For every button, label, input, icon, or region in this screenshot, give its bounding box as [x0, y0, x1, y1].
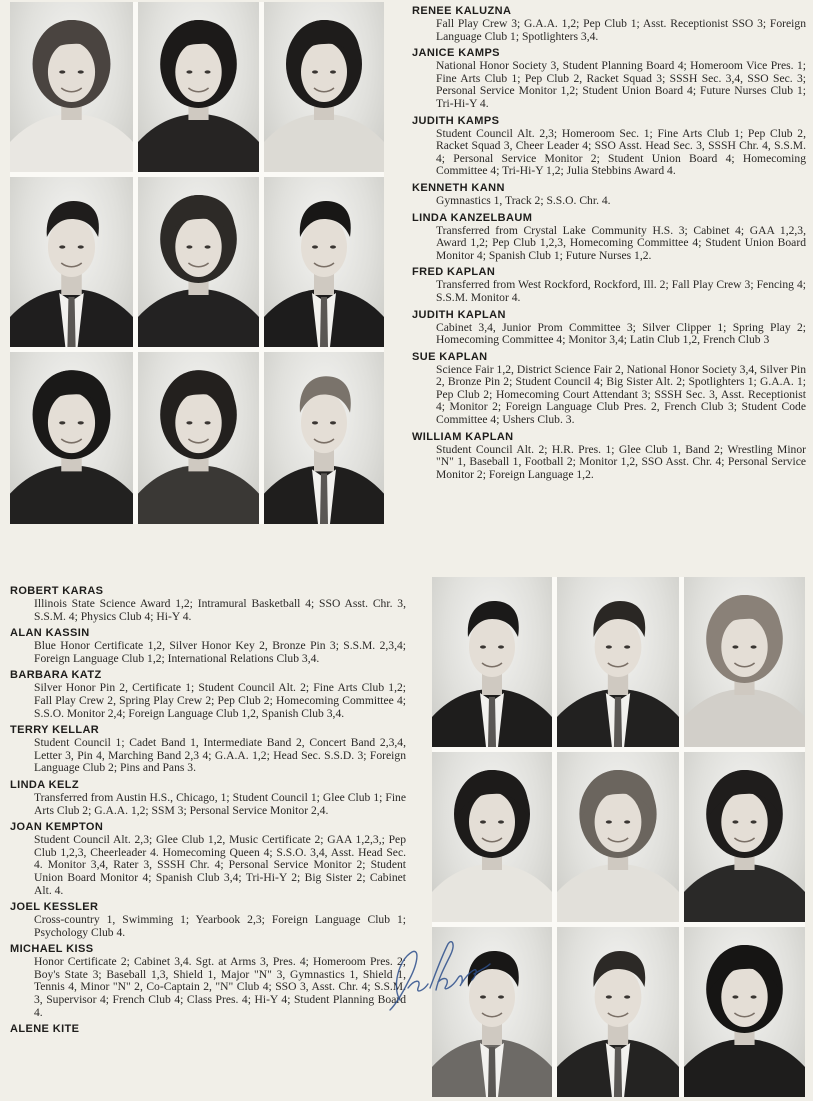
- student-entry: [10, 584, 406, 623]
- student-name: SUE KAPLAN: [412, 350, 488, 363]
- student-activities: Transferred from Crystal Lake Community H.S. 3; Cabinet 4; GAA 1,2,3, Award 1,2; Pep Club 1,2,3, Homecoming Committee 4; Student Union Board Monitor 4; Spanish Club 1; Future Nurses 1,2.: [436, 223, 806, 262]
- student-portrait: [138, 352, 259, 524]
- student-activities: Transferred from West Rockford, Rockford, Ill. 2; Fall Play Crew 3; Fencing 4; S.S.M. Monitor 4.: [436, 278, 806, 304]
- student-activities: Fall Play Crew 3; G.A.A. 1,2; Pep Club 1; Asst. Receptionist SSO 3; Foreign Language Club 1; Spotlighters 3,4.: [436, 17, 806, 43]
- student-name: WILLIAM KAPLAN: [412, 430, 514, 443]
- student-name: TERRY KELLAR: [10, 724, 100, 737]
- student-name: ALENE KITE: [10, 1023, 80, 1036]
- student-entry: [10, 626, 406, 665]
- student-portrait: [557, 577, 679, 747]
- student-activities: Science Fair 1,2, District Science Fair 2, National Honor Society 3,4, Silver Pin 2, Bronze Pin 2; Student Council 4; Big Sister Alt. 2; Spotlighters 1; G.A.A. 1; Pep Club 2; Homecoming Court Attendant 3; SSSH Sec. 3, Asst. Receptionist 4; Monitor 2; Foreign Language Club Pres. 2, French Club 3; Student Code Committee 4; Ushers Club. 3.: [436, 362, 806, 427]
- student-activities: Illinois State Science Award 1,2; Intramural Basketball 4; SSO Asst. Chr. 3, S.S.M. 4; Physics Club 4; Hi-Y 4.: [34, 597, 406, 623]
- student-name: FRED KAPLAN: [412, 266, 496, 279]
- student-portrait: [10, 2, 133, 172]
- student-activities: Cross-country 1, Swimming 1; Yearbook 2,3; Foreign Language Club 1; Psychology Club 4.: [34, 913, 406, 939]
- student-name: KENNETH KANN: [412, 181, 505, 194]
- student-portrait: [684, 927, 805, 1097]
- student-entry: [412, 211, 806, 263]
- student-name: LINDA KANZELBAUM: [412, 211, 533, 224]
- student-name: MICHAEL KISS: [10, 943, 94, 956]
- student-name: JANICE KAMPS: [412, 47, 500, 60]
- student-portrait: [264, 177, 384, 347]
- student-activities: Blue Honor Certificate 1,2, Silver Honor Key 2, Bronze Pin 3; S.S.M. 2,3,4; Foreign Language Club 1,2; International Relations Club 3,4.: [34, 639, 406, 665]
- student-activities: National Honor Society 3, Student Planning Board 4; Homeroom Vice Pres. 1; Fine Arts Club 1; Pep Club 2, Racket Squad 3; SSSH Sec. 3,4, SSO Sec. 3; Personal Service Monitor 1,2; Student Union Board 4; Future Nurses Club 1; Tri-Hi-Y 4.: [436, 59, 806, 110]
- student-entry: [10, 668, 406, 720]
- student-entry: [412, 430, 806, 482]
- student-name: RENEE KALUZNA: [412, 5, 512, 17]
- student-entry: [10, 1022, 406, 1036]
- student-name: JUDITH KAMPS: [412, 114, 500, 127]
- student-name: LINDA KELZ: [10, 778, 79, 791]
- student-activities: Student Council 1; Cadet Band 1, Intermediate Band 2, Concert Band 2,3,4, Letter 3, Pin 4, Marching Band 2,3 4; G.A.A. 1,2; Head Sec. S.S.D. 3; Foreign Language Club 2; Pins and Pans 3.: [34, 736, 406, 775]
- student-entry: [10, 900, 406, 939]
- student-portrait: [138, 2, 259, 172]
- student-list-bottom-left: [10, 584, 406, 1039]
- student-name: JOAN KEMPTON: [10, 821, 104, 834]
- student-entry: [412, 46, 806, 110]
- student-entry: [412, 4, 806, 43]
- student-entry: [412, 181, 806, 208]
- student-entry: [412, 265, 806, 304]
- student-name: JOEL KESSLER: [10, 901, 99, 914]
- portrait-grid-bottom: [432, 577, 805, 1097]
- student-name: ROBERT KARAS: [10, 585, 104, 597]
- student-activities: Student Council Alt. 2,3; Homeroom Sec. 1; Fine Arts Club 1; Pep Club 2, Racket Squad 3, Cheer Leader 4; SSO Asst. Head Sec. 3, SSSH Chr. 4, S.S.M. 4; Personal Service Monitor 2; Student Union Board 4; Homecoming Committee 4; Tri-Hi-Y 1,2; Julia Stebbins Award 4.: [436, 126, 806, 178]
- student-activities: Student Council Alt. 2,3; Glee Club 1,2, Music Certificate 2; GAA 1,2,3,; Pep Club 1,2,3, Cheerleader 4. Homecoming Queen 4; S.S.O. 3,4, Asst. Head Sec. 4. Monitor 3,4, Rater 3, SSSH Chr. 4; Personal Service Monitor 2; Student Union Board Monitor 4; Spanish Club 3,4; Tri-Hi-Y 2; Big Sister 2; Cabinet Alt. 4.: [34, 833, 406, 897]
- student-portrait: [10, 177, 133, 347]
- student-portrait: [432, 752, 552, 922]
- student-entry: [10, 820, 406, 897]
- student-portrait: [557, 927, 679, 1097]
- student-portrait: [264, 2, 384, 172]
- portrait-grid-top: [10, 2, 384, 524]
- student-portrait: [557, 752, 679, 922]
- student-portrait: [684, 752, 805, 922]
- student-portrait: [432, 577, 552, 747]
- student-portrait: [10, 352, 133, 524]
- student-portrait: [684, 577, 805, 747]
- student-activities: Cabinet 3,4, Junior Prom Committee 3; Silver Clipper 1; Spring Play 2; Homecoming Committee 4; Monitor 3,4; Latin Club 1,2, French Club 3: [436, 320, 806, 347]
- student-activities: Silver Honor Pin 2, Certificate 1; Student Council Alt. 2; Fine Arts Club 1,2; Fall Play Crew 2, Spring Play Crew 2; Pep Club 2; Homecoming Committee 4; S.S.O. Monitor 2,4; Foreign Language Club 1,2, Spanish Club 3,4.: [34, 681, 406, 720]
- student-activities: Student Council Alt. 2; H.R. Pres. 1; Glee Club 1, Band 2; Wrestling Minor "N" 1, Baseball 1, Football 2; Monitor 1,2, SSO Asst. Chr. 4; Personal Service Monitor 2; Foreign Language 1,2.: [436, 442, 806, 481]
- student-name: BARBARA KATZ: [10, 669, 102, 682]
- student-entry: [10, 942, 406, 1019]
- student-list-top-right: [412, 4, 806, 484]
- student-entry: [412, 308, 806, 347]
- student-entry: [412, 114, 806, 178]
- student-activities: Transferred from Austin H.S., Chicago, 1; Student Council 1; Glee Club 1; Fine Arts Club 2; G.A.A. 1,2; SSM 3; Personal Service Monitor 2,4.: [34, 790, 406, 817]
- student-entry: [412, 350, 806, 427]
- student-entry: [10, 778, 406, 817]
- student-portrait: [138, 177, 259, 347]
- student-activities: Gymnastics 1, Track 2; S.S.O. Chr. 4.: [436, 193, 611, 207]
- handwritten-signature: [378, 930, 498, 1018]
- student-activities: Honor Certificate 2; Cabinet 3,4. Sgt. at Arms 3, Pres. 4; Homeroom Pres. 2; Boy's State 3; Baseball 1,3, Shield 1, Major "N" 3, Gymnastics 1, Shield 1, Tennis 4, Minor "N" 2, Co-Captain 2, "N" Club 4; SSO 3, Asst. Chr. 4; S.S.M. 3, Supervisor 4; French Club 4; Class Pres. 4; Hi-Y 4; Student Planning Board 4.: [34, 955, 406, 1019]
- student-name: JUDITH KAPLAN: [412, 308, 506, 321]
- student-name: ALAN KASSIN: [10, 627, 90, 640]
- student-entry: [10, 723, 406, 775]
- student-portrait: [264, 352, 384, 524]
